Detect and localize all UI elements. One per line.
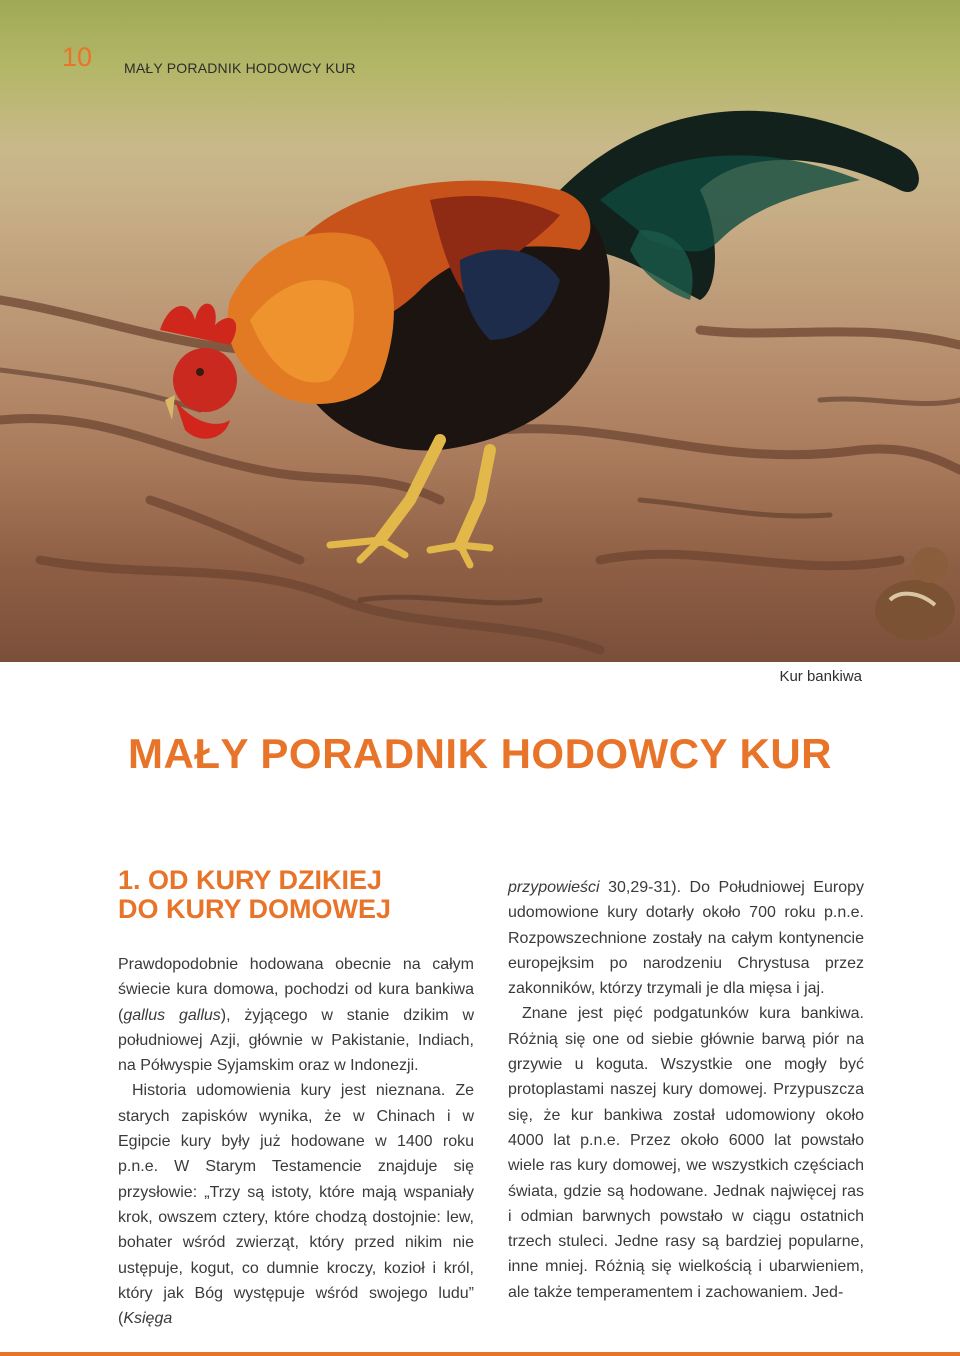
bottom-rule [0, 1352, 960, 1356]
paragraph-text: 30,29-31). Do Południowej Europy udomowione kury dotarły około 700 roku p.n.e. Rozpowszechnione zostały na całym kontynencie europejksim po narodzeniu Chrystusa przez zakonników, którzy trzymali je dla mięsa i jaj. [508, 879, 864, 998]
paragraph [118, 1078, 474, 1331]
rooster-photo [0, 0, 960, 662]
book-title: przypowieści [508, 879, 600, 896]
section-title [118, 866, 478, 924]
book-title: Księga [123, 1310, 173, 1328]
main-title: MAŁY PORADNIK HODOWCY KUR [128, 730, 832, 777]
paragraph-text: Historia udomowienia kury jest nieznana. Ze starych zapisków wynika, że w Chinach i w Egipcie kury były już hodowane w 1400 roku p.n.e. W Starym Testamencie znajduje się przysłowie: „Trzy są istoty, które mają wspaniały krok, owszem cztery, które chodzą dostojnie: lew, bohater wśród zwierząt, który przed nikim nie ustępuje, kogut, co dumnie kroczy, kozioł i król, który jak Bóg występuje wśród swojego ludu” ( [118, 1082, 474, 1328]
paragraph-text: Prawdopodobnie hodowana obecnie na całym świecie kura domowa, pochodzi od kura bankiwa ( [118, 956, 474, 1024]
page-number: 10 [62, 42, 93, 72]
right-column [508, 875, 864, 1305]
paragraph [508, 1001, 864, 1305]
photo-caption: Kur bankiwa [779, 668, 862, 685]
section-title-line1: 1. OD KURY DZIKIEJ [118, 865, 383, 895]
rooster-illustration [0, 0, 960, 662]
paragraph-text: ), żyjącego w stanie dzikim w południowej Azji, głównie w Pakistanie, Indiach, na Półwyspie Syjamskim oraz w Indonezji. [118, 1006, 474, 1075]
section-title-line2: DO KURY DOMOWEJ [118, 894, 392, 924]
paragraph-text: Znane jest pięć podgatunków kura bankiwa. Różnią się one od siebie głównie barwą piór na grzywie u koguta. Wszystkie one mogły być protoplastami naszej kury domowej. Przypuszcza się, że kur bankiwa został udomowiony około 4000 lat p.n.e. Przez około 6000 lat powstało wiele ras kury domowej, we wszystkich częściach świata, gdzie są hodowane. Jednak najwięcej ras i odmian barwnych powstało w ciągu ostatnich trzech stuleci. Jedne rasy są bardziej popularne, inne mniej. Różnią się wielkością i ubarwieniem, ale także temperamentem i zachowaniem. Jed- [508, 1005, 864, 1301]
left-column [118, 952, 474, 1331]
latin-name: gallus gallus [123, 1006, 221, 1024]
running-head: MAŁY PORADNIK HODOWCY KUR [124, 60, 356, 76]
paragraph [508, 875, 864, 1001]
paragraph [118, 952, 474, 1078]
